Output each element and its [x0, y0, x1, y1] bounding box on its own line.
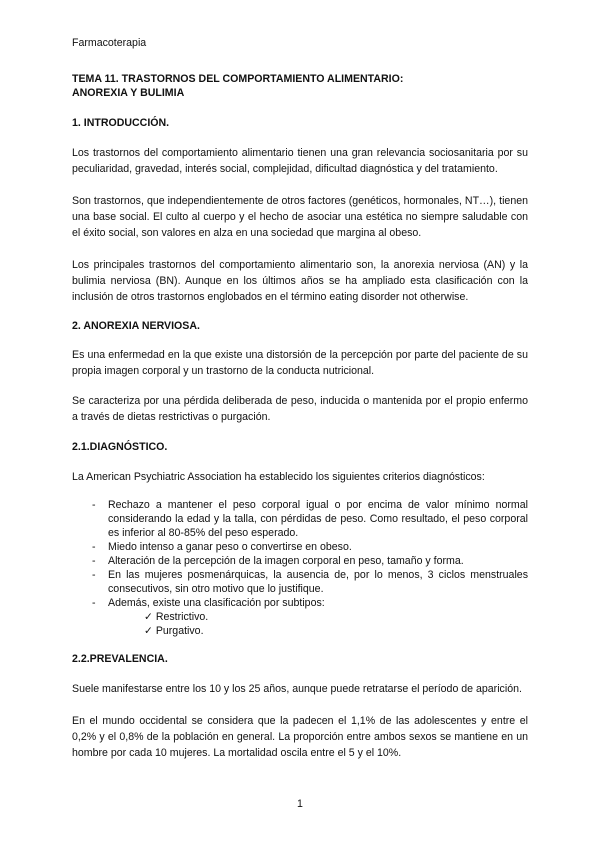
list-item [72, 554, 528, 568]
paragraph-anorexia-1: Es una enfermedad en la que existe una distorsión de la percepción por parte del paciente de su propia imagen corporal y un trastorno de la conducta nutricional. [72, 349, 528, 377]
list-item [72, 498, 528, 540]
paragraph-intro-3: Los principales trastornos del comportamiento alimentario son, la anorexia nerviosa (AN) y la bulimia nerviosa (BN). Aunque en los últimos años se ha ampliado esta clasificación con la inclusión de otros trastornos englobados en el término eating disorder not otherwise. [72, 259, 528, 303]
document-title-line-1: TEMA 11. TRASTORNOS DEL COMPORTAMIENTO ALIMENTARIO: [72, 73, 404, 85]
paragraph-diagnostico-intro: La American Psychiatric Association ha establecido los siguientes criterios diagnósticos: [72, 471, 485, 483]
document-title-line-2: ANOREXIA Y BULIMIA [72, 87, 185, 99]
criteria-list [72, 498, 528, 638]
paragraph-anorexia-2: Se caracteriza por una pérdida deliberada de peso, inducida o mantenida por el propio enfermo a través de dietas restrictivas o purgación. [72, 395, 528, 423]
heading-introduccion: 1. INTRODUCCIÓN. [72, 117, 170, 129]
list-item-text: Además, existe una clasificación por subtipos: [108, 597, 325, 609]
heading-prevalencia: 2.2.PREVALENCIA. [72, 653, 168, 665]
list-item-text: Miedo intenso a ganar peso o convertirse en obeso. [108, 541, 352, 553]
paragraph-intro-1: Los trastornos del comportamiento alimentario tienen una gran relevancia sociosanitaria por su peculiaridad, gravedad, interés social, complejidad, dificultad diagnóstica y del tratamiento. [72, 147, 528, 175]
dash-bullet: - [92, 499, 96, 511]
list-item [72, 568, 528, 596]
document-title [72, 72, 528, 100]
page-number: 1 [297, 798, 303, 810]
list-item [72, 540, 528, 554]
list-item-text: Alteración de la percepción de la imagen corporal en peso, tamaño y forma. [108, 555, 464, 567]
subtype-list [108, 610, 528, 638]
heading-anorexia-nerviosa: 2. ANOREXIA NERVIOSA. [72, 320, 200, 332]
dash-bullet: - [92, 555, 96, 567]
paragraph-prevalencia-2: En el mundo occidental se considera que la padecen el 1,1% de las adolescentes y entre el 0,2% y el 0,8% de la población en general. La proporción entre ambos sexos se mantiene en un hombre por cada 10 mujeres. La mortalidad oscila entre el 5 y el 10%. [72, 715, 528, 759]
paragraph-prevalencia-1: Suele manifestarse entre los 10 y los 25 años, aunque puede retratarse el período de aparición. [72, 683, 522, 695]
heading-diagnostico: 2.1.DIAGNÓSTICO. [72, 441, 168, 453]
dash-bullet: - [92, 597, 96, 609]
list-item [72, 596, 528, 638]
subtype-item-purgativo: ✓ Purgativo. [144, 625, 204, 637]
dash-bullet: - [92, 569, 96, 581]
list-item-text: Rechazo a mantener el peso corporal igual o por encima de valor mínimo normal considerando la edad y la talla, con pérdidas de peso. Como resultado, el peso corporal es inferior al 80-85% del peso esperado. [108, 499, 528, 539]
running-header: Farmacoterapia [72, 37, 147, 49]
page-content [72, 72, 528, 761]
subtype-item-restrictivo: ✓ Restrictivo. [144, 611, 209, 623]
dash-bullet: - [92, 541, 96, 553]
list-item-text: En las mujeres posmenárquicas, la ausencia de, por lo menos, 3 ciclos menstruales consecutivos, sin otro motivo que lo justifique. [108, 569, 528, 595]
paragraph-intro-2: Son trastornos, que independientemente de otros factores (genéticos, hormonales, NT…), tienen una base social. El culto al cuerpo y el hecho de asociar una estética no siempre saludable con el éxito social, son valores en alza en una sociedad que margina al obeso. [72, 195, 528, 239]
